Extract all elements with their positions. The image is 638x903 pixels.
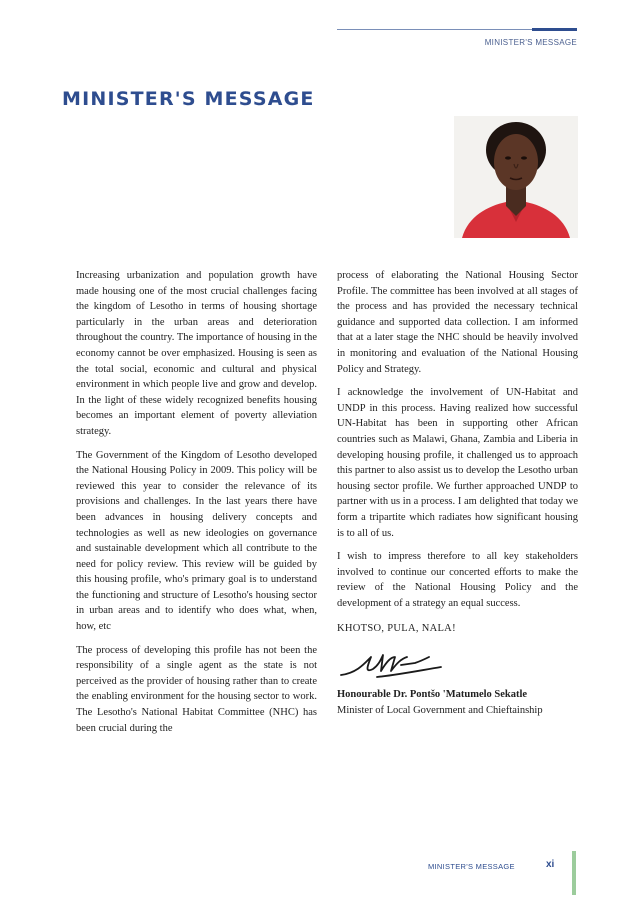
left-column (76, 268, 317, 744)
header-rule-accent (532, 28, 577, 31)
body-paragraph: process of elaborating the National Housing Sector Profile. The committee has been involved at all stages of the process and has provided the necessary technical guidance and supported data collection. I am informed that at a later stage the NHC should be heavily involved in monitoring and evaluation of the National Housing Policy and Strategy. (337, 270, 578, 375)
signature-image (337, 645, 578, 685)
signer-title: Minister of Local Government and Chieftainship (337, 704, 543, 716)
body-paragraph: Increasing urbanization and population growth have made housing one of the most crucial challenges facing the kingdom of Lesotho in terms of housing shortage particularly in the urban areas and deterioration throughout the country. The importance of housing in the economy cannot be over emphasized. Housing is seen as the total social, economic and cultural and physical environment in which people live and grow and develop. In the light of these widely recognized benefits housing becomes an important element of poverty alleviation strategy. (76, 270, 317, 437)
page-title: MINISTER'S MESSAGE (62, 88, 315, 110)
page-number: xi (546, 859, 555, 870)
right-column (337, 268, 578, 718)
running-footer: MINISTER'S MESSAGE (428, 862, 515, 871)
portrait-photo-icon (454, 116, 578, 238)
closing-salutation: KHOTSO, PULA, NALA! (337, 623, 456, 635)
minister-portrait-photo (454, 116, 578, 238)
body-paragraph: The process of developing this profile has not been the responsibility of a single agent as the state is not perceived as the provider of housing rather than to create the enabling environment for the housing sector to work. The Lesotho's National Habitat Committee (NHC) has been crucial during the (76, 644, 317, 734)
running-header: MINISTER'S MESSAGE (484, 38, 577, 47)
page-edge-bar (572, 851, 576, 895)
body-paragraph: The Government of the Kingdom of Lesotho developed the National Housing Policy in 2009. This policy will be reviewed this year to consider the relevance of its provisions and challenges. In the last years there have been advances in housing delivery concepts and technologies as well as new ideologies on governance and sustainable development which all contribute to the need for policy review. This review will be guided by this housing profile, who's primary goal is to understand the functioning and structure of Lesotho's housing sector in urban areas and to identify who does what, when, how, etc (76, 449, 317, 633)
signer-name: Honourable Dr. Pontšo 'Matumelo Sekatle (337, 689, 528, 701)
handwritten-signature-icon (337, 645, 457, 685)
body-paragraph: I wish to impress therefore to all key stakeholders involved to continue our concerted efforts to make the review of the National Housing Policy and the development of a strategy an equal success. (337, 551, 578, 609)
body-paragraph: I acknowledge the involvement of UN-Habitat and UNDP in this process. Having realized how successful UN-Habitat has been in supporting other African countries such as Malawi, Ghana, Zambia and Liberia in developing housing profile, it challenged us to approach this partner to also assist us to develop the Lesotho urban housing sector profile. We further approached UNDP to partner with us in a process. I am delighted that today we form a tripartite which radiates how significant housing is to all of us. (337, 387, 578, 539)
